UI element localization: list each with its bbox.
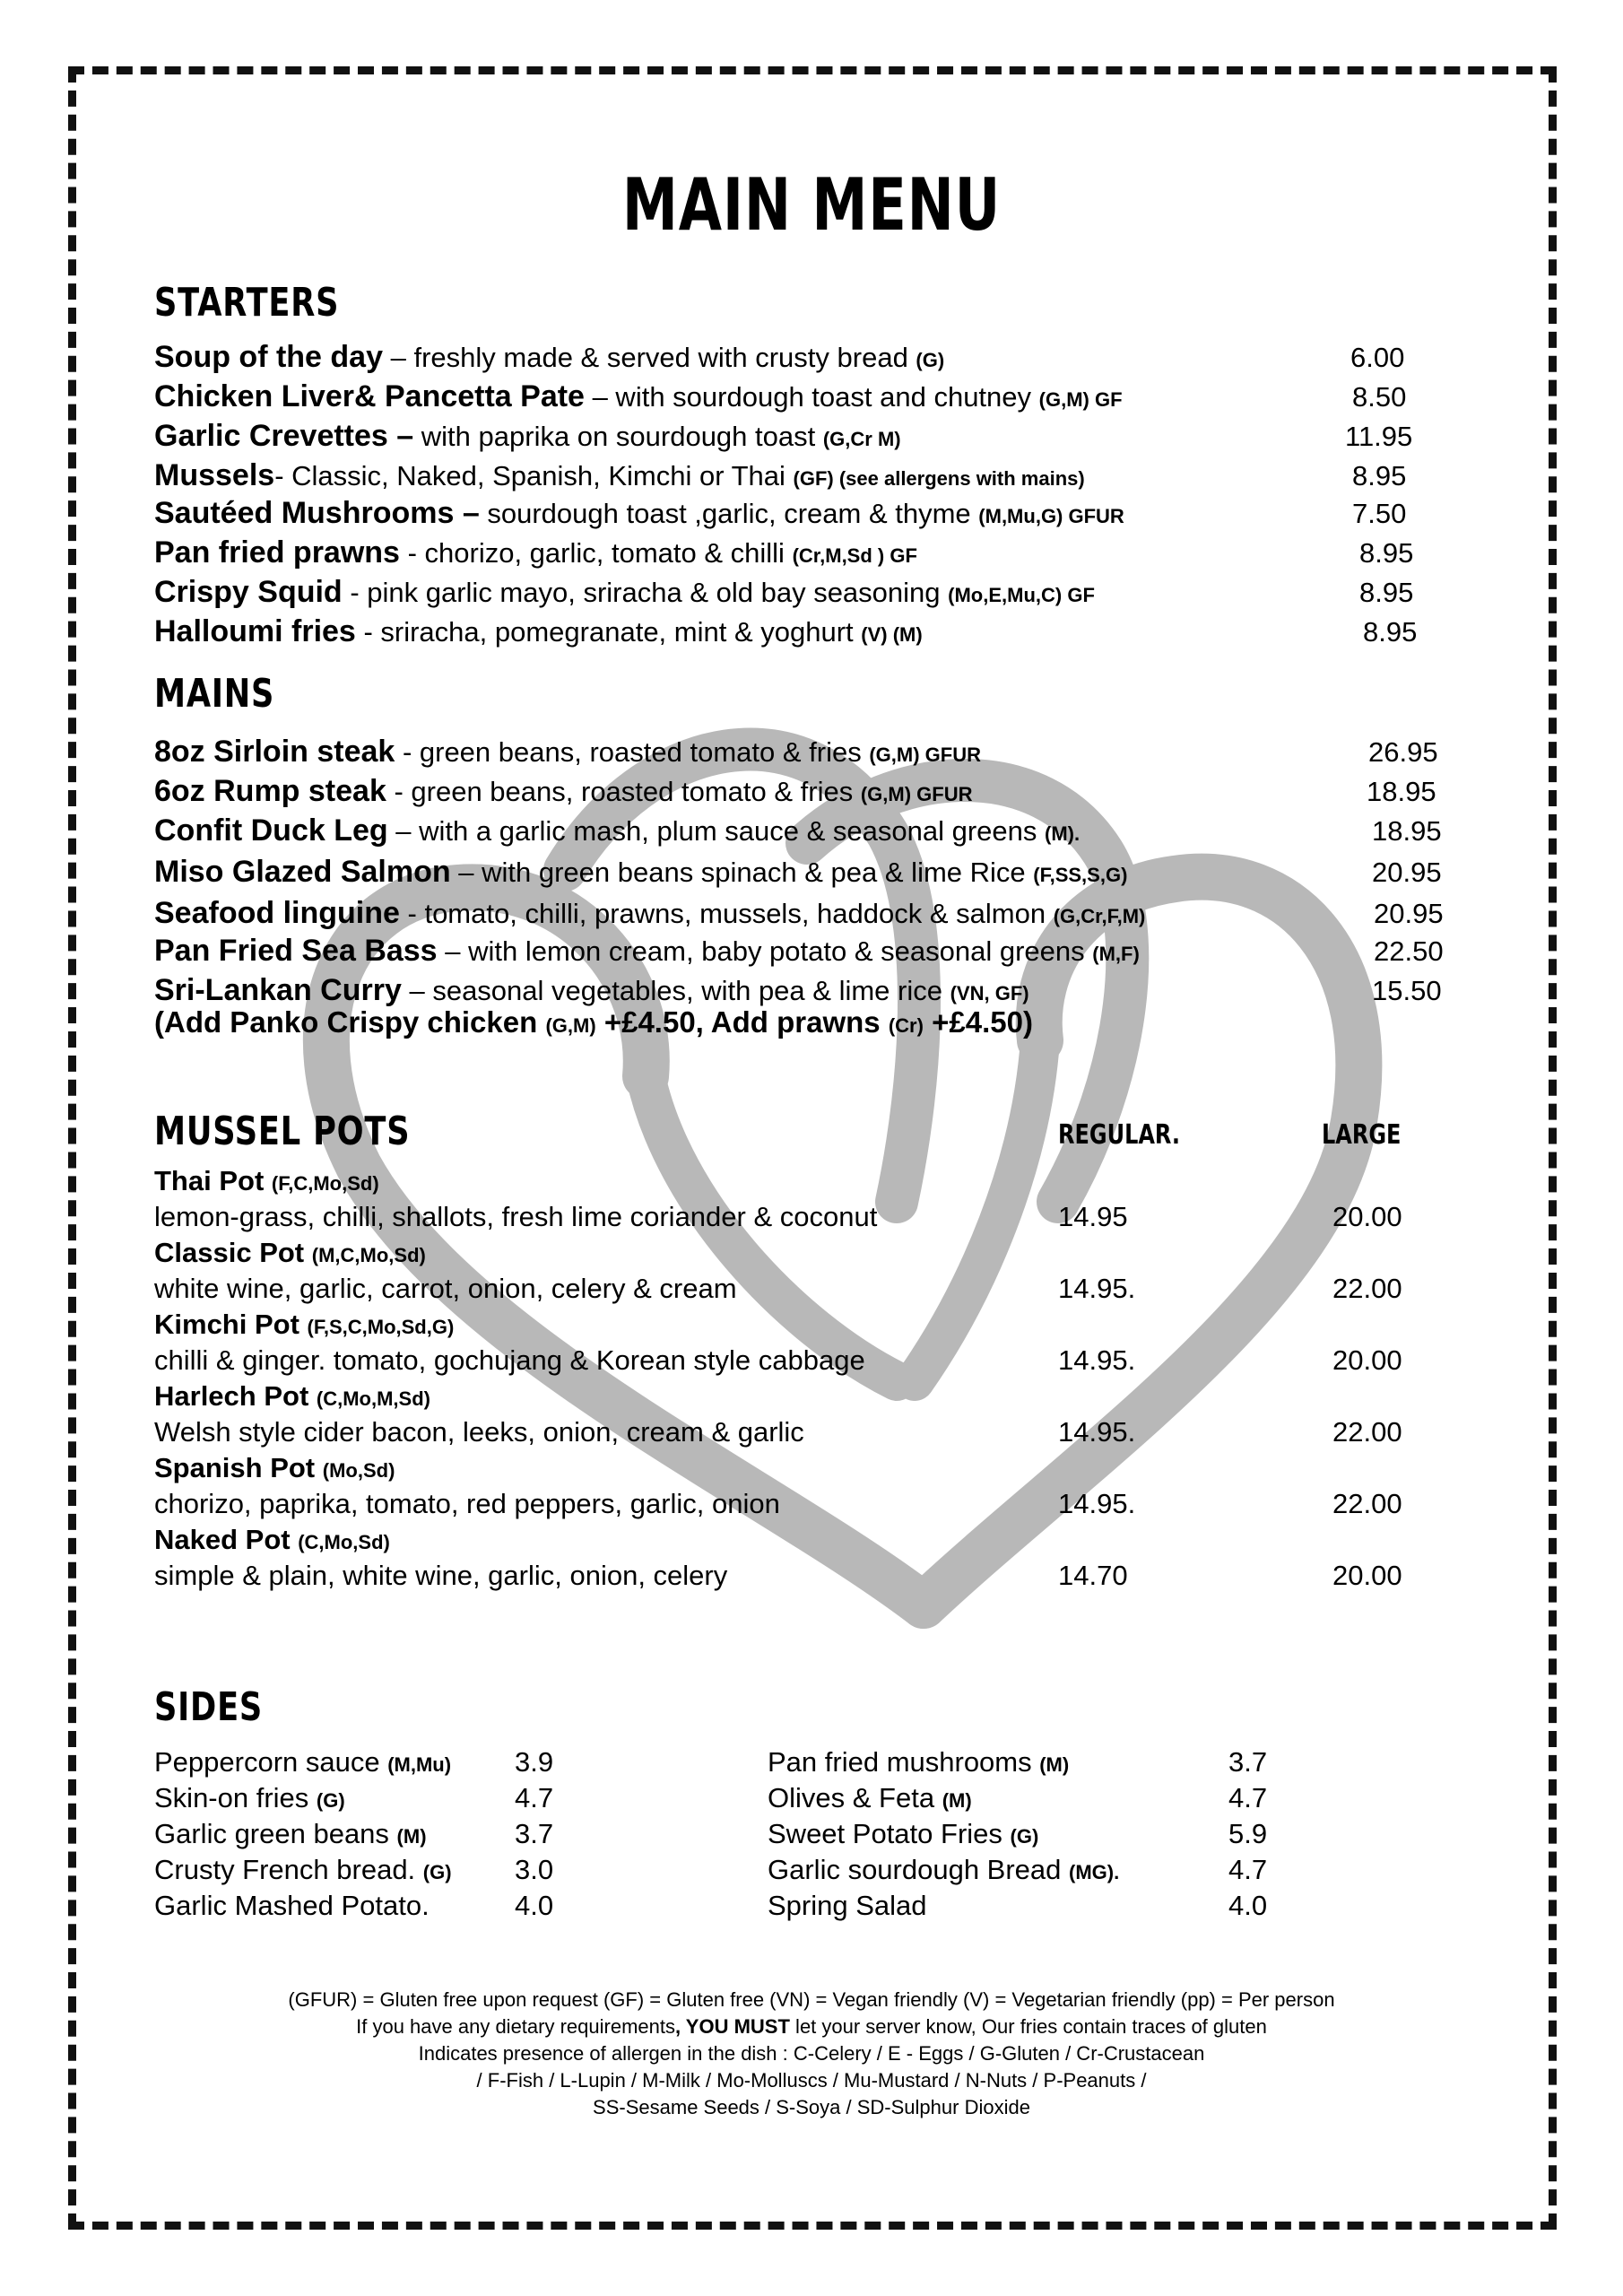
mussel-pot-title: Harlech Pot: [154, 1380, 317, 1412]
mussel-pot-large-price: 22.00: [1332, 1488, 1402, 1519]
side-item-allergens: (MG).: [1069, 1861, 1120, 1883]
menu-item-name: 8oz Sirloin steak: [154, 735, 395, 769]
mussel-pot-large-price: 20.00: [1332, 1344, 1402, 1376]
mussel-pot-regular-price: 14.95.: [1058, 1344, 1136, 1376]
section-heading-mains: MAINS: [154, 671, 275, 717]
mussel-pot-allergens: (F,C,Mo,Sd): [271, 1172, 379, 1195]
page-title: MAIN MENU: [621, 163, 1002, 247]
mussel-pot-name: [154, 1309, 454, 1340]
menu-item-price: 26.95: [1368, 736, 1438, 768]
menu-item-name: Miso Glazed Salmon: [154, 855, 451, 889]
menu-item: [154, 497, 1124, 530]
section-heading-starters: STARTERS: [154, 280, 340, 326]
mussel-pot-name: [154, 1238, 426, 1268]
menu-item-allergens: (G,Cr M): [822, 428, 901, 450]
mussel-pot-name: [154, 1525, 390, 1555]
side-item-price: 3.0: [515, 1854, 554, 1885]
side-item-allergens: (G): [422, 1861, 452, 1883]
menu-item-description: – freshly made & served with crusty bread: [383, 342, 916, 373]
menu-item-name: Confit Duck Leg: [154, 813, 388, 848]
mussel-pot-regular-price: 14.95.: [1058, 1273, 1136, 1304]
menu-item: [154, 576, 1095, 609]
menu-item: [154, 974, 1029, 1007]
mussel-pot-regular-price: 14.95: [1058, 1201, 1128, 1232]
side-item-price: 4.0: [515, 1890, 554, 1921]
side-item: [154, 1783, 345, 1813]
side-item-allergens: (M): [396, 1825, 427, 1848]
footer-allergen-line: SS-Sesame Seeds / S-Soya / SD-Sulphur Dioxide: [593, 2096, 1030, 2118]
footer-legend-line: (GFUR) = Gluten free upon request (GF) = Gluten free (VN) = Vegan friendly (V) = Vegetarian friendly (pp) = Per person: [288, 1988, 1335, 2011]
side-item-name: Olives & Feta: [768, 1782, 942, 1813]
side-item-name: Pan fried mushrooms: [768, 1746, 1040, 1778]
menu-item-name: Garlic Crevettes –: [154, 419, 414, 453]
menu-item-allergens: (G,Cr,F,M): [1053, 905, 1146, 927]
menu-item-allergens: (G,M) GFUR: [860, 783, 973, 805]
menu-item-description: – with sourdough toast and chutney: [584, 381, 1039, 413]
menu-item-description: - green beans, roasted tomato & fries: [386, 776, 861, 807]
mussel-pot-large-price: 22.00: [1332, 1273, 1402, 1304]
menu-item: [154, 814, 1080, 848]
mussel-pot-allergens: (M,C,Mo,Sd): [311, 1244, 426, 1266]
mussel-pot-description: chilli & ginger. tomato, gochujang & Korean style cabbage: [154, 1344, 865, 1376]
side-item-price: 4.7: [515, 1782, 554, 1813]
footer-allergen-line: / F-Fish / L-Lupin / M-Milk / Mo-Molluscs / Mu-Mustard / N-Nuts / P-Peanuts /: [476, 2069, 1147, 2092]
mussel-pot-allergens: (Mo,Sd): [322, 1459, 395, 1482]
menu-item-allergens: (M,Mu,G) GFUR: [978, 505, 1124, 527]
mussel-pot-allergens: (C,Mo,Sd): [298, 1531, 390, 1553]
menu-item-allergens: (F,SS,S,G): [1033, 864, 1128, 886]
menu-item-description: - pink garlic mayo, sriracha & old bay seasoning: [342, 577, 949, 608]
mussel-pot-title: Thai Pot: [154, 1165, 272, 1196]
menu-item-name: Soup of the day: [154, 340, 383, 374]
menu-item-allergens: (GF) (see allergens with mains): [793, 467, 1085, 490]
menu-item-description: - chorizo, garlic, tomato & chilli: [399, 537, 793, 569]
menu-item-allergens: (G,M) GFUR: [869, 744, 981, 766]
mussel-pot-regular-price: 14.95.: [1058, 1416, 1136, 1448]
menu-item-name: Chicken Liver& Pancetta Pate: [154, 379, 585, 413]
menu-item-description: – with a garlic mash, plum sauce & seasonal greens: [387, 815, 1045, 847]
mussel-pot-description: Welsh style cider bacon, leeks, onion, cream & garlic: [154, 1416, 804, 1448]
side-item-allergens: (M,Mu): [387, 1753, 452, 1776]
menu-item-name: Sautéed Mushrooms –: [154, 496, 480, 530]
side-item: [768, 1747, 1069, 1778]
side-item: [768, 1819, 1038, 1849]
side-item-allergens: (M): [942, 1789, 972, 1812]
side-item-name: Crusty French bread.: [154, 1854, 423, 1885]
mussel-pot-description: chorizo, paprika, tomato, red peppers, garlic, onion: [154, 1488, 780, 1519]
menu-item-name: Sri-Lankan Curry: [154, 973, 402, 1007]
menu-item-description: – seasonal vegetables, with pea & lime rice: [401, 975, 950, 1006]
menu-item-price: 18.95: [1367, 776, 1436, 807]
mussel-pot-description: white wine, garlic, carrot, onion, celery & cream: [154, 1273, 737, 1304]
side-item: [154, 1891, 430, 1921]
menu-item-description: with paprika on sourdough toast: [413, 421, 823, 452]
menu-item: [154, 897, 1145, 930]
side-item: [768, 1855, 1119, 1885]
section-heading-sides: SIDES: [154, 1684, 264, 1730]
mussel-pot-regular-price: 14.70: [1058, 1560, 1128, 1591]
menu-item-description: – with green beans spinach & pea & lime Rice: [450, 857, 1034, 888]
menu-item-price: 8.95: [1359, 577, 1414, 608]
side-item: [768, 1783, 972, 1813]
menu-item-price: 7.50: [1352, 498, 1407, 529]
menu-item: [154, 735, 981, 769]
side-item-name: Skin-on fries: [154, 1782, 317, 1813]
menu-item-price: 20.95: [1374, 898, 1444, 929]
mussel-pot-allergens: (F,S,C,Mo,Sd,G): [307, 1316, 455, 1338]
side-item: [154, 1855, 452, 1885]
menu-item-price: 8.95: [1363, 616, 1418, 648]
menu-item: [154, 380, 1123, 413]
menu-item-price: 20.95: [1372, 857, 1442, 888]
mussel-pot-name: [154, 1381, 430, 1412]
menu-item: [154, 615, 923, 648]
side-item-price: 3.9: [515, 1746, 554, 1778]
menu-item-name: Pan Fried Sea Bass: [154, 934, 438, 968]
menu-item-description: - Classic, Naked, Spanish, Kimchi or Thai: [274, 460, 794, 491]
section-heading-mussel-pots: MUSSEL POTS: [154, 1109, 411, 1154]
menu-item-name: 6oz Rump steak: [154, 774, 386, 808]
mussel-pot-name: [154, 1166, 379, 1196]
menu-item: [154, 775, 973, 808]
side-item: [768, 1891, 927, 1921]
side-item-name: Spring Salad: [768, 1890, 927, 1921]
menu-item-name: Crispy Squid: [154, 575, 343, 609]
menu-item-name: Pan fried prawns: [154, 535, 400, 570]
side-item-price: 3.7: [1228, 1746, 1268, 1778]
mussel-pot-large-price: 20.00: [1332, 1201, 1402, 1232]
menu-item-allergens: (G): [916, 349, 945, 371]
mussel-pot-regular-price: 14.95.: [1058, 1488, 1136, 1519]
menu-item: [154, 856, 1127, 889]
side-item-name: Garlic green beans: [154, 1818, 397, 1849]
column-heading-regular: REGULAR.: [1058, 1119, 1180, 1151]
side-item-allergens: (G): [1010, 1825, 1039, 1848]
side-item-name: Garlic sourdough Bread: [768, 1854, 1070, 1885]
side-item-price: 3.7: [515, 1818, 554, 1849]
menu-item-price: 8.95: [1352, 460, 1407, 491]
side-item-allergens: (M): [1039, 1753, 1070, 1776]
side-item-name: Peppercorn sauce: [154, 1746, 388, 1778]
side-item-price: 5.9: [1228, 1818, 1268, 1849]
menu-item-price: 6.00: [1350, 342, 1405, 373]
menu-item-description: - tomato, chilli, prawns, mussels, haddock & salmon: [399, 898, 1054, 929]
side-item-price: 4.0: [1228, 1890, 1268, 1921]
menu-item-name: Halloumi fries: [154, 614, 356, 648]
mussel-pot-title: Kimchi Pot: [154, 1309, 308, 1340]
menu-item-allergens: (Mo,E,Mu,C) GF: [948, 584, 1095, 606]
mussel-pot-title: Spanish Pot: [154, 1452, 323, 1483]
menu-item: [154, 459, 1085, 492]
menu-item-name: Mussels: [154, 458, 275, 492]
menu-item: [154, 935, 1140, 968]
menu-item-price: 15.50: [1372, 975, 1442, 1006]
menu-item: [154, 536, 917, 570]
side-item: [154, 1819, 427, 1849]
menu-item-price: 8.95: [1359, 537, 1414, 569]
mussel-pot-large-price: 20.00: [1332, 1560, 1402, 1591]
mussel-pot-title: Naked Pot: [154, 1524, 299, 1555]
menu-item-price: 11.95: [1345, 421, 1413, 452]
mussel-pot-description: lemon-grass, chilli, shallots, fresh lime coriander & coconut: [154, 1201, 878, 1232]
menu-item: [154, 341, 944, 374]
menu-item-allergens: (VN, GF): [950, 982, 1029, 1004]
side-item-name: Sweet Potato Fries: [768, 1818, 1011, 1849]
menu-item-allergens: (M,F): [1092, 943, 1140, 965]
mussel-pot-title: Classic Pot: [154, 1237, 312, 1268]
menu-item-description: sourdough toast ,garlic, cream & thyme: [479, 498, 979, 529]
footer-dietary-line: If you have any dietary requirements, YOU MUST let your server know, Our fries contain traces of gluten: [356, 2015, 1267, 2038]
mussel-pot-allergens: (C,Mo,M,Sd): [316, 1387, 430, 1410]
menu-item-price: 18.95: [1372, 815, 1442, 847]
column-heading-large: LARGE: [1322, 1119, 1402, 1151]
menu-item-price: 22.50: [1374, 935, 1444, 967]
mussel-pot-description: simple & plain, white wine, garlic, onion, celery: [154, 1560, 728, 1591]
side-item-price: 4.7: [1228, 1782, 1268, 1813]
side-item-price: 4.7: [1228, 1854, 1268, 1885]
menu-item-allergens: (M).: [1045, 822, 1081, 845]
mussel-pot-name: [154, 1453, 395, 1483]
mussel-pot-large-price: 22.00: [1332, 1416, 1402, 1448]
menu-item-allergens: (Cr,M,Sd ) GF: [792, 544, 917, 567]
menu-item-name: Seafood linguine: [154, 896, 400, 930]
mains-addons: (Add Panko Crispy chicken (G,M) +£4.50, Add prawns (Cr) +£4.50): [154, 1005, 1033, 1039]
menu-item-price: 8.50: [1352, 381, 1407, 413]
side-item: [154, 1747, 451, 1778]
footer-allergen-line: Indicates presence of allergen in the dish : C-Celery / E - Eggs / G-Gluten / Cr-Crustacean: [418, 2042, 1205, 2065]
side-item-allergens: (G): [316, 1789, 345, 1812]
menu-item-description: – with lemon cream, baby potato & seasonal greens: [437, 935, 1093, 967]
menu-item-description: - sriracha, pomegranate, mint & yoghurt: [355, 616, 862, 648]
menu-item-allergens: (G,M) GF: [1038, 388, 1123, 411]
menu-item: [154, 420, 901, 453]
side-item-name: Garlic Mashed Potato.: [154, 1890, 430, 1921]
menu-item-allergens: (V) (M): [861, 623, 923, 646]
menu-item-description: - green beans, roasted tomato & fries: [395, 736, 870, 768]
